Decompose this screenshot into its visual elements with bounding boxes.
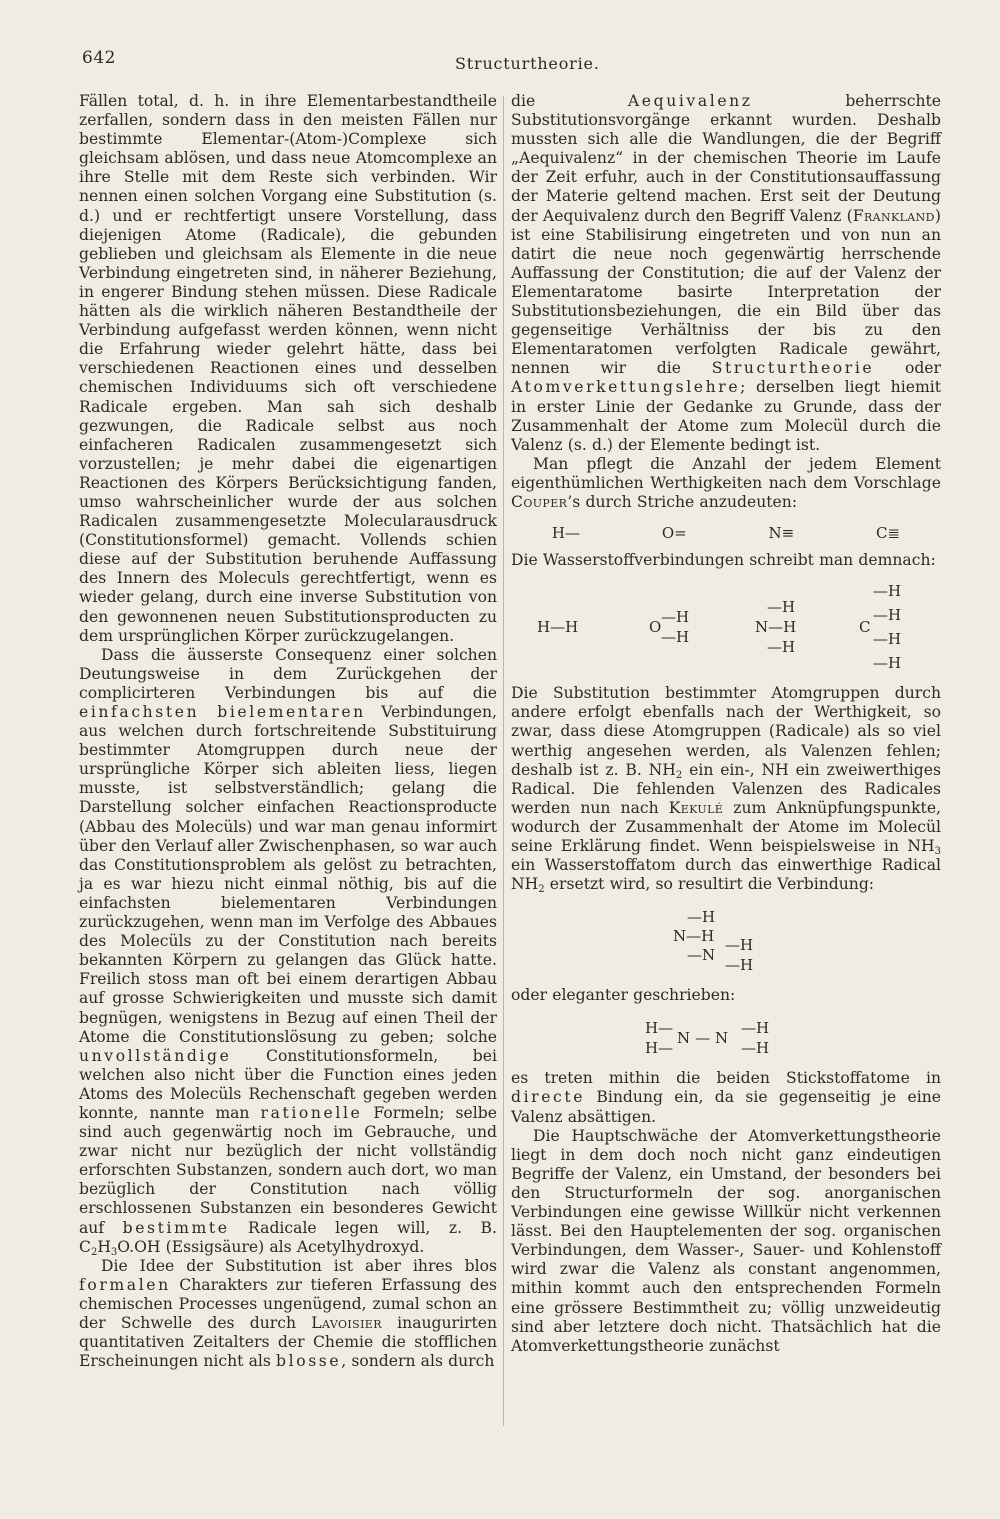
text-run: inaugurirten quantitativen Zeitalters der Chemie die stofflichen Erscheinungen nicht als: [79, 1314, 497, 1371]
spaced-emphasis: blosse: [276, 1352, 342, 1371]
hydrazine-mid: N—H: [673, 927, 715, 946]
paragraph: Die Wasserstoffverbindungen schreibt man demnach:: [511, 551, 936, 570]
text-run: ’s durch Striche anzudeuten:: [567, 492, 798, 511]
right-column: [511, 92, 941, 1356]
formula-o-down: —H: [661, 628, 690, 647]
paragraph: [79, 1257, 497, 1372]
valence-symbol-n: N≡: [768, 524, 795, 543]
spaced-emphasis: Structurtheorie: [711, 359, 875, 378]
text-run: Die Substitution bestimmter Atomgruppen durch andere erfolgt ebenfalls nach der Werthigkeit, so zwar, dass diese Atomgruppen (Radicale) als so viel werthig angesehen werden, als Valenzen fehlen; deshalb ist z. B. NH: [511, 684, 941, 779]
subscript: 2: [90, 1246, 98, 1258]
text-run: Verbindungen, aus welchen durch fortschreitende Substituirung bestimmter Atomgruppen durch neue der ursprüngliche Körper sich ableiten liess, liegen musste, ist selbstverständlich; gelang die Darstellung solcher einfachen Reactionsproducte (Abbau des Molecüls) und war man genau informirt über den Verlauf aller Zwischenphasen, so war auch das Constitutionsproblem als gelöst zu betrachten, ja es war hiezu nicht einmal nöthig, bis auf die einfachsten bielementaren Verbindungen zurückzugehen, wenn man im Verfolge des Abbaues des Molecüls zu der Constitution nach bereits bekannten Körpern zu gelangen das Glück hatte. Freilich stoss man oft bei einem derartigen Abbau auf grosse Schwierigkeiten und musste sich damit begnügen, wenigstens in Bezug auf einen Theil der Atome die Constitutionslösung zu geben; solche: [79, 703, 497, 1046]
hydrazine-n2: —N: [687, 946, 716, 965]
text-run: Bindung ein, da sie gegenseitig je eine Valenz absättigen.: [511, 1088, 941, 1126]
spaced-emphasis: formalen: [79, 1275, 171, 1294]
author-name: Couper: [511, 492, 568, 511]
hydride-formulas: [511, 578, 941, 678]
spaced-emphasis: directe: [511, 1088, 586, 1107]
text-run: ; derselben liegt hiemit in erster Linie der Gedanke zu Grunde, dass der Zusammenhalt der Atome zum Molecül durch die Valenz (s. d.) der Elemente bedingt ist.: [511, 378, 941, 454]
paragraph: Die Hauptschwäche der Atomverkettungstheorie liegt in dem doch noch nicht ganz eindeutigen Begriffe der Valenz, ein Umstand, der besonders bei den Structurformeln der sog. anorganischen Verbindungen eine gewisse Willkür nicht verkennen lässt. Bei den Hauptelementen der sog. organischen Verbindungen, dem Wasser-, Sauer- und Kohlenstoff wird zwar die Valenz als constant angenommen, mithin kommt auch den entsprechenden Formeln eine grössere Bestimmtheit zu; völlig unzweideutig sind aber letztere doch nicht. Thatsächlich hat die Atomverkettungstheorie zunächst: [511, 1126, 941, 1355]
text-run: Man pflegt die Anzahl der jedem Element eigenthümlichen Werthigkeiten nach dem Vorschlage: [511, 454, 941, 492]
spaced-emphasis: Atomverkettungslehre: [511, 378, 741, 397]
text-run: oder: [874, 359, 941, 378]
text-run: beherrschte Substitutionsvorgänge erkannt wurden. Deshalb mussten sich alle die Wandlungen, die der Begriff „Aequivalenz“ in der chemischen Theorie im Laufe der Zeit erfuhr, auch in der Constitutionsauffassung der Materie geltend machen. Erst seit der Deutung der Aequivalenz durch den Begriff Valenz (: [511, 92, 941, 225]
text-run: Die Idee der Substitution ist aber ihres blos: [101, 1256, 497, 1275]
subscript: 2: [675, 769, 683, 781]
formula-c-up: —H: [873, 606, 902, 625]
text-run: Charakters zur tieferen Erfassung des chemischen Processes ungenügend, zumal schon an der Schwelle des durch: [79, 1275, 497, 1332]
text-run: Formeln; selbe sind auch gegenwärtig noch im Gebrauche, und zwar nicht nur bezüglich der nicht vollständig erforschten Substanzen, sondern auch dort, wo man bezüglich der Constitution nach völlig erschlossenen Substanzen ein besonderes Gewicht auf: [79, 1103, 497, 1237]
valence-symbols-row: [511, 524, 941, 543]
left-column: [79, 92, 497, 1371]
spaced-emphasis: bestimmte: [122, 1218, 230, 1237]
formula-n-top: —H: [767, 598, 796, 617]
author-name: Lavoisier: [311, 1314, 382, 1332]
text-run: ein Wasserstoffatom durch das einwerthige Radical NH: [511, 856, 941, 894]
running-head: Structurtheorie.: [455, 54, 600, 73]
text-run: Constitutionsformeln, bei welchen also nicht über die Function eines jeden Atoms des Molecüls Rechenschaft gegeben werden konnte, nannte man: [79, 1046, 497, 1122]
paragraph: [511, 455, 941, 512]
paragraph: Fällen total, d. h. in ihre Elementarbestandtheile zerfallen, sondern dass in den meisten Fällen nur bestimmte Elementar-(Atom-)Complexe sich gleichsam ablösen, und dass neue Atomcomplexe an ihre Stelle mit dem Reste sich verbinden. Wir nennen einen solchen Vorgang eine Substitution (s. d.) und er rechtfertigt unsere Vorstellung, dass diejenigen Atome (Radicale), die gebunden geblieben und gleichsam als Elemente in die neue Verbindung eingetreten sind, in näherer Beziehung, in engerer Bindung stehen müssen. Diese Radicale hätten als die wirklich näheren Bestandtheile der Verbindung aufgefasst werden können, wenn nicht die Erfahrung wieder gelehrt hätte, dass bei verschiedenen Reactionen eines und desselben chemischen Individuums sich oft verschiedene Radicale ergeben. Man sah sich deshalb gezwungen, die Radicale selbst aus noch einfacheren Radicalen zusammengesetzt sich vorzustellen; je mehr dabei die eigenartigen Reactionen des Körpers Berücksichtigung fanden, umso wahrscheinlicher wurde der aus solchen Radicalen zusammengesetzte Molecularausdruck (Constitutionsformel) gemacht. Vollends schien diese auf der Substitution beruhende Auffassung des Innern des Moleculs gerechtfertigt, wenn es wieder gelang, durch eine inverse Substitution von den gewonnenen neuen Substitutionsproducten zu dem ursprünglichen Körper zurückzugelangen.: [79, 92, 497, 645]
hydrazine-n2-up: —H: [725, 936, 754, 955]
paragraph: [511, 92, 941, 455]
formula-c-top: —H: [873, 582, 902, 601]
hydrazine-top: —H: [687, 908, 716, 927]
paragraph: [511, 1069, 941, 1126]
author-name: Frankland: [852, 206, 935, 225]
subscript: 2: [538, 884, 545, 896]
hydrazine2-right-top: —H: [741, 1019, 770, 1038]
subscript: 3: [934, 846, 941, 857]
formula-n-bot: —H: [767, 638, 796, 657]
hydrazine2-left-bot: H—: [645, 1039, 674, 1058]
text-run: ein ein-, NH ein zweiwerthiges Radical. Die fehlenden Valenzen des Radicales werden nun nach: [511, 760, 941, 817]
text-run: ) ist eine Stabilisirung eingetreten und von nun an datirt die neue noch gegenwärtig herrschende Auffassung der Constitution; die auf der Valenz der Elementaratome basirte Interpretation der Substitutionsbeziehungen, die ein Bild über das gegenseitige Verhältniss der bis zu den Elementaratomen verfolgten Radicale gewährt, nennen wir die: [511, 206, 941, 378]
text-run: die: [511, 92, 628, 110]
spaced-emphasis: Aequivalenz: [627, 92, 753, 110]
hydrazine2-left-top: H—: [645, 1019, 674, 1038]
page-number: 642: [82, 48, 116, 68]
formula-c-down: —H: [873, 630, 902, 649]
spaced-emphasis: einfachsten bielementaren: [79, 703, 366, 721]
column-divider: [503, 96, 504, 1426]
hydrazine2-center: N — N: [677, 1029, 729, 1048]
text-run: O.OH (Essigsäure) als Acetylhydroxyd.: [117, 1237, 425, 1256]
valence-symbol-c: C≣: [876, 524, 901, 543]
valence-symbol-h: H—: [551, 524, 580, 543]
formula-c-bot: —H: [873, 654, 902, 673]
paragraph: [79, 646, 497, 1257]
paragraph: [511, 684, 941, 894]
formula-o-center: O: [649, 618, 662, 637]
formula-n-mid: N—H: [755, 618, 797, 637]
text-run: es treten mithin die beiden Stickstoffatome in: [511, 1069, 941, 1088]
valence-symbol-o: O=: [661, 524, 687, 543]
subscript: 3: [110, 1246, 118, 1258]
text-run: , sondern als durch: [341, 1352, 495, 1371]
author-name: Kekulé: [668, 798, 724, 817]
text-run: zum Anknüpfungspunkte, wodurch der Zusammenhalt der Atome im Molecül seine Erklärung findet. Wenn beispielsweise in NH: [511, 798, 942, 855]
paragraph: oder eleganter geschrieben:: [511, 986, 736, 1005]
hydrazine-n2-down: —H: [725, 956, 754, 975]
hydrazine-elegant-formula: [511, 1013, 941, 1063]
formula-o-up: —H: [661, 608, 690, 627]
text-run: H: [97, 1237, 111, 1256]
text-run: ersetzt wird, so resultirt die Verbindung:: [544, 875, 875, 894]
formula-c-center: C: [859, 618, 871, 637]
hydrazine-formula: [511, 902, 941, 980]
text-run: Radicale legen will, z. B. C: [79, 1218, 497, 1256]
hydrazine2-right-bot: —H: [741, 1039, 770, 1058]
spaced-emphasis: unvollständige: [79, 1046, 232, 1065]
formula-h2: H—H: [537, 618, 579, 637]
text-run: Dass die äusserste Consequenz einer solchen Deutungsweise in dem Zurückgehen der complicirteren Verbindungen bis auf die: [79, 645, 497, 702]
spaced-emphasis: rationelle: [260, 1103, 363, 1122]
